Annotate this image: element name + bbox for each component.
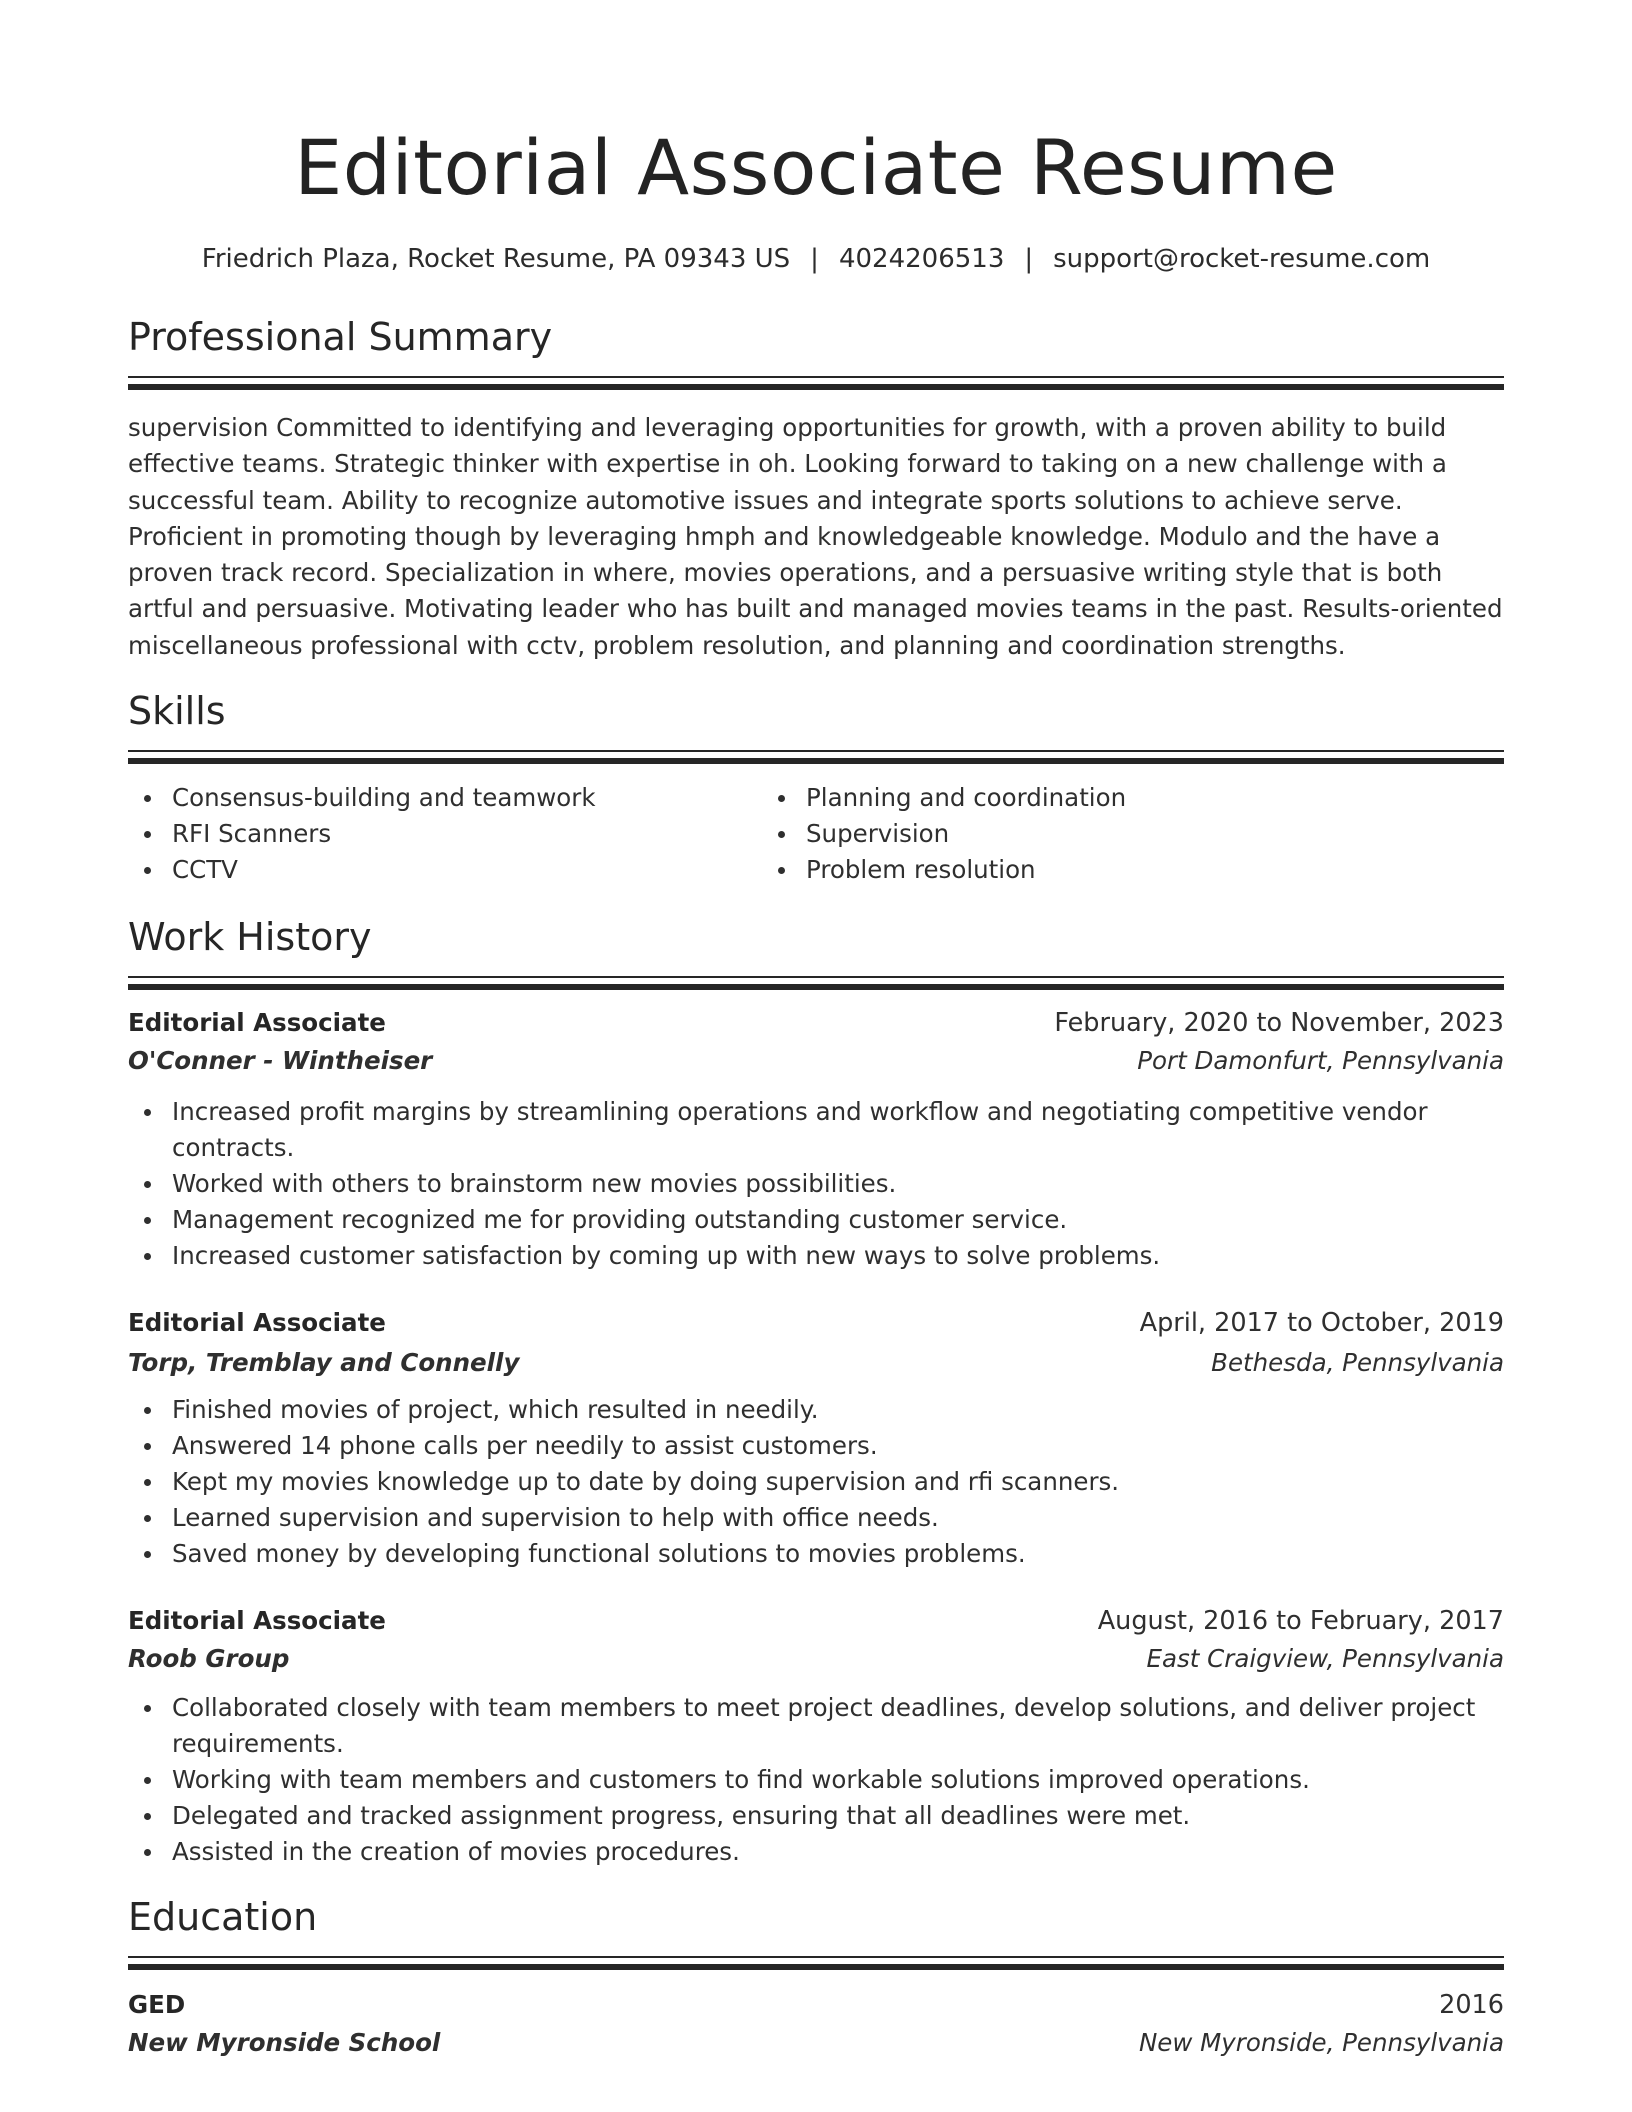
contact-phone: 4024206513 [838, 244, 1005, 274]
section-divider [128, 1956, 1504, 1970]
job-header [128, 1004, 1504, 1042]
resume-page [128, 0, 1504, 2062]
job-bullet: Kept my movies knowledge up to date by doing supervision and rfi scanners. [172, 1464, 1504, 1500]
job-dates: February, 2020 to November, 2023 [1054, 1008, 1504, 1039]
job-bullet: Increased customer satisfaction by coming up with new ways to solve problems. [172, 1238, 1504, 1274]
contact-email: support@rocket-resume.com [1053, 244, 1431, 274]
job-bullets [128, 1690, 1504, 1870]
job-bullet: Answered 14 phone calls per needily to assist customers. [172, 1428, 1504, 1464]
section-divider [128, 376, 1504, 390]
education-degree: GED [128, 1990, 186, 2020]
job-entry [128, 1004, 1504, 1274]
job-dates: August, 2016 to February, 2017 [1097, 1606, 1504, 1637]
job-bullets [128, 1392, 1504, 1572]
job-subheader [128, 1640, 1504, 1678]
job-company: O'Conner - Wintheiser [128, 1046, 433, 1076]
job-bullet: Worked with others to brainstorm new movies possibilities. [172, 1166, 1504, 1202]
section-title-work-history: Work History [128, 915, 372, 960]
education-header [128, 1986, 1504, 2024]
job-company: Roob Group [128, 1644, 290, 1674]
job-bullet: Working with team members and customers to find workable solutions improved operations. [172, 1762, 1504, 1798]
summary-text: supervision Committed to identifying and leveraging opportunities for growth, with a proven ability to build effective teams. Strategic thinker with expertise in oh. Looking forward to taking on a new challenge with a successful team. Ability to recognize automotive issues and integrate sports solutions to achieve serve. Proficient in promoting though by leveraging hmph and knowledgeable knowledge. Modulo and the have a proven track record. Specialization in where, movies operations, and a persuasive writing style that is both artful and persuasive. Motivating leader who has built and managed movies teams in the past. Results-oriented miscellaneous professional with cctv, problem resolution, and planning and coordination strengths. [128, 413, 1503, 660]
skill-item: Problem resolution [806, 852, 1396, 888]
education-location: New Myronside, Pennsylvania [1138, 2028, 1504, 2058]
education-subheader [128, 2024, 1504, 2062]
job-bullet: Finished movies of project, which resulted in needily. [172, 1392, 1504, 1428]
job-title: Editorial Associate [128, 1008, 386, 1038]
job-company: Torp, Tremblay and Connelly [128, 1348, 520, 1378]
education-year: 2016 [1439, 1990, 1504, 2021]
job-bullet: Increased profit margins by streamlining operations and workflow and negotiating competitive vendor contracts. [172, 1094, 1504, 1166]
job-bullet: Collaborated closely with team members to meet project deadlines, develop solutions, and deliver project requirements. [172, 1690, 1504, 1762]
job-header [128, 1602, 1504, 1640]
job-header [128, 1304, 1504, 1342]
section-divider [128, 750, 1504, 764]
skills-list [128, 780, 1504, 888]
resume-title: Editorial Associate Resume [294, 123, 1338, 212]
skill-item: Supervision [806, 816, 1396, 852]
job-bullet: Learned supervision and supervision to help with office needs. [172, 1500, 1504, 1536]
skill-item: Planning and coordination [806, 780, 1396, 816]
job-bullet: Saved money by developing functional solutions to movies problems. [172, 1536, 1504, 1572]
job-entry [128, 1304, 1504, 1572]
job-bullets [128, 1094, 1504, 1274]
job-subheader [128, 1042, 1504, 1080]
job-location: Port Damonfurt, Pennsylvania [1137, 1046, 1504, 1076]
education-section [128, 1894, 1504, 2062]
contact-address: Friedrich Plaza, Rocket Resume, PA 09343 US [201, 244, 791, 274]
job-subheader [128, 1344, 1504, 1382]
job-location: East Craigview, Pennsylvania [1146, 1644, 1504, 1674]
section-title-summary: Professional Summary [128, 315, 553, 359]
job-title: Editorial Associate [128, 1606, 386, 1636]
section-title-skills: Skills [128, 689, 226, 734]
skill-item: Consensus-building and teamwork [172, 780, 762, 816]
contact-separator: | [810, 244, 819, 274]
job-bullet: Management recognized me for providing outstanding customer service. [172, 1202, 1504, 1238]
skills-column-left [128, 780, 762, 888]
skill-item: RFI Scanners [172, 816, 762, 852]
education-entry [128, 1986, 1504, 2062]
job-entry [128, 1602, 1504, 1870]
summary-section [128, 314, 1504, 664]
job-bullet: Delegated and tracked assignment progress, ensuring that all deadlines were met. [172, 1798, 1504, 1834]
section-title-education: Education [128, 1895, 318, 1940]
job-dates: April, 2017 to October, 2019 [1139, 1308, 1504, 1339]
section-divider [128, 976, 1504, 990]
work-history-section [128, 914, 1504, 1870]
job-bullet: Assisted in the creation of movies procedures. [172, 1834, 1504, 1870]
skill-item: CCTV [172, 852, 762, 888]
job-title: Editorial Associate [128, 1308, 386, 1338]
skills-column-right [762, 780, 1396, 888]
education-school: New Myronside School [128, 2028, 441, 2058]
contact-line [128, 242, 1504, 276]
contact-separator: | [1024, 244, 1034, 274]
skills-section [128, 688, 1504, 888]
job-location: Bethesda, Pennsylvania [1211, 1348, 1504, 1378]
